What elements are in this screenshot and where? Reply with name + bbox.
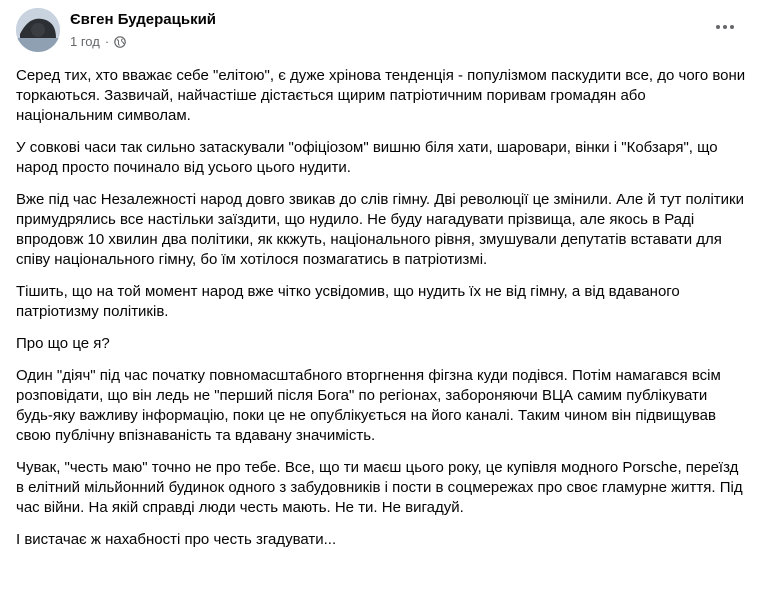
avatar[interactable] [16,8,60,52]
post-timestamp[interactable]: 1 год [70,34,100,49]
post-meta [70,34,126,49]
author-name[interactable]: Євген Будерацький [70,11,217,28]
post-paragraph: Тішить, що на той момент народ вже чітко усвідомив, що нудить їх не від гімну, а від вдаваного патріотизму політиків. [16,283,680,320]
more-horizontal-icon [715,17,735,35]
post-header [16,8,741,54]
post-paragraph: Вже під час Незалежності народ довго звикав до слів гімну. Дві революції це змінили. Але й тут політики примудрялись все настільки заїздити, що нудило. Не буду нагадувати прізвища, але якось в Раді впродовж 10 хвилин два політики, як ккжуть, національного рівня, змушували депутатів вставати для співу національного гімну, бо їм хотілося позмагатись в патріотизмі. [16,191,744,268]
post-paragraph: І вистачає ж нахабності про честь згадувати... [16,531,337,548]
post-paragraph: Серед тих, хто вважає себе "елітою", є дуже хрінова тенденція - популізмом паскудити все, до чого вони торкаються. Зазвичай, найчастіше дістається щирим патріотичним поривам громадян або національним символам. [16,67,746,124]
post-paragraph: Один "діяч" під час початку повномасштабного вторгнення фігзна куди подівся. Потім намагався всім розповідати, що він ледь не "перший після Бога" по регіонах, забороняючи ВЦА самим публікувати будь-яку важливу інформацію, поки це не опублікується на його каналі. Таким чином він підвищував свою публічну впізнаваність та вдавану значимість. [16,367,721,444]
more-options-button[interactable] [709,14,741,38]
post-body [16,66,746,562]
globe-icon [114,36,126,48]
meta-separator: · [104,34,110,49]
post-paragraph: Про що це я? [16,335,110,352]
post-paragraph: Чувак, "честь маю" точно не про тебе. Все, що ти маєш цього року, це купівля модного Porsche, переїзд в елітний мільйонний будинок одного з забудовників і пости в соцмережах про своє гламурне життя. Під час війни. На якій справді люди честь мають. Не ти. Не вигадуй. [16,459,743,516]
post-paragraph: У совкові часи так сильно затаскували "офіціозом" вишню біля хати, шаровари, вінки і "Кобзаря", що народ просто починало від усього цього нудити. [16,139,718,176]
